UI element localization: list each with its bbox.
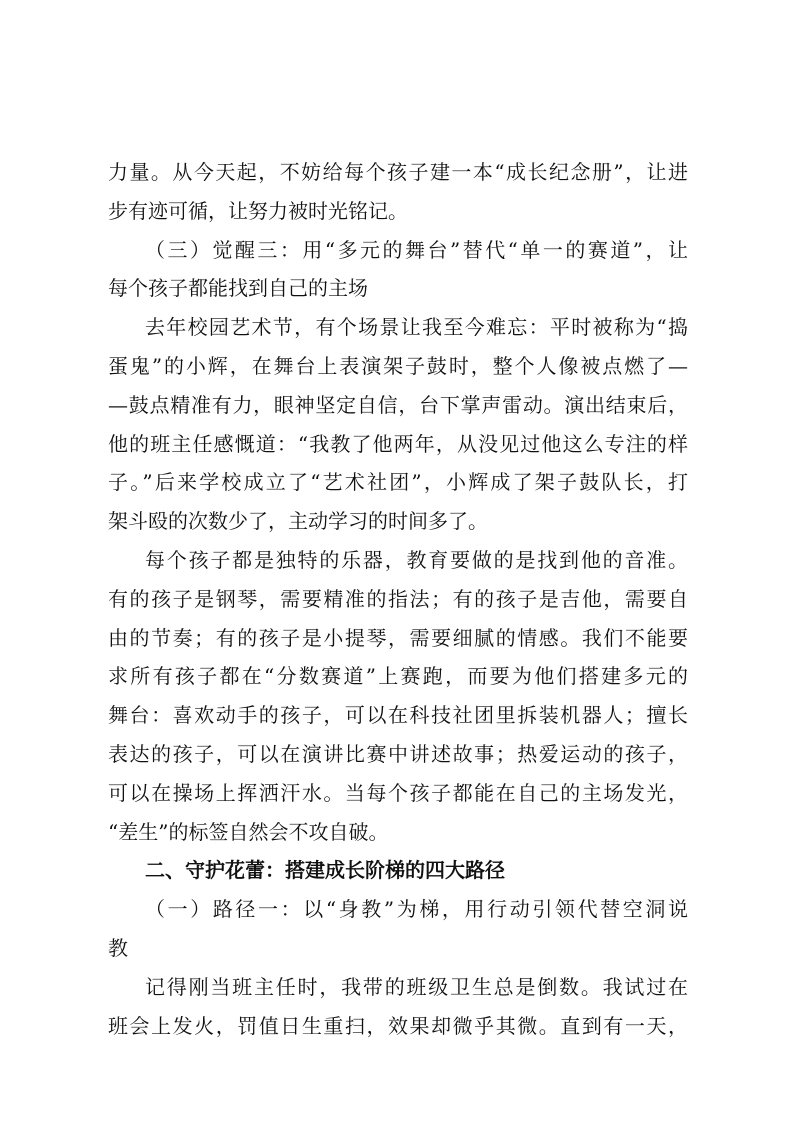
text-line: 由的节奏；有的孩子是小提琴，需要细腻的情感。我们不能要 xyxy=(108,625,688,650)
text-line: 记得刚当班主任时，我带的班级卫生总是倒数。我试过在 xyxy=(145,974,688,999)
text-line: 去年校园艺术节，有个场景让我至今难忘：平时被称为“捣 xyxy=(145,315,688,340)
text-line: 舞台：喜欢动手的孩子，可以在科技社团里拆装机器人；擅长 xyxy=(108,703,688,728)
section-heading xyxy=(108,851,688,890)
subsection-heading xyxy=(108,231,688,309)
text-line: 表达的孩子，可以在演讲比赛中讲述故事；热爱运动的孩子， xyxy=(108,741,688,766)
text-line: 架斗殴的次数少了，主动学习的时间多了。 xyxy=(108,509,488,534)
text-line: 求所有孩子都在“分数赛道”上赛跑，而要为他们搭建多元的 xyxy=(108,664,688,689)
text-line: 力量。从今天起，不妨给每个孩子建一本“成长纪念册”，让进 xyxy=(108,160,688,184)
paragraph xyxy=(108,153,688,231)
paragraph xyxy=(108,541,688,851)
text-line: —鼓点精准有力，眼神坚定自信，台下掌声雷动。演出结束后， xyxy=(108,392,688,417)
text-line: 每个孩子都是独特的乐器，教育要做的是找到他的音准。 xyxy=(145,547,688,572)
text-line: 班会上发火，罚值日生重扫，效果却微乎其微。直到有一天， xyxy=(108,1013,688,1038)
text-line: （三）觉醒三：用“多元的舞台”替代“单一的赛道”，让 xyxy=(145,237,688,262)
subsection-heading xyxy=(108,890,688,968)
text-line: 二、守护花蕾：搭建成长阶梯的四大路径 xyxy=(145,858,505,883)
text-line: 蛋鬼”的小辉，在舞台上表演架子鼓时，整个人像被点燃了— xyxy=(108,353,688,378)
text-line: 教 xyxy=(108,935,128,960)
paragraph xyxy=(108,968,688,1046)
text-line: “差生”的标签自然会不攻自破。 xyxy=(108,819,389,844)
text-line: 他的班主任感慨道：“我教了他两年，从没见过他这么专注的样 xyxy=(108,431,688,456)
text-line: 子。”后来学校成立了“艺术社团”，小辉成了架子鼓队长，打 xyxy=(108,470,688,495)
text-line: 可以在操场上挥洒汗水。当每个孩子都能在自己的主场发光， xyxy=(108,780,688,805)
text-line: 有的孩子是钢琴，需要精准的指法；有的孩子是吉他，需要自 xyxy=(108,586,688,611)
text-line: （一）路径一：以“身教”为梯，用行动引领代替空洞说 xyxy=(145,897,688,922)
text-line: 每个孩子都能找到自己的主场 xyxy=(108,276,368,301)
text-line: 步有迹可循，让努力被时光铭记。 xyxy=(108,198,408,223)
paragraph xyxy=(108,308,688,541)
document-page xyxy=(108,153,688,1045)
